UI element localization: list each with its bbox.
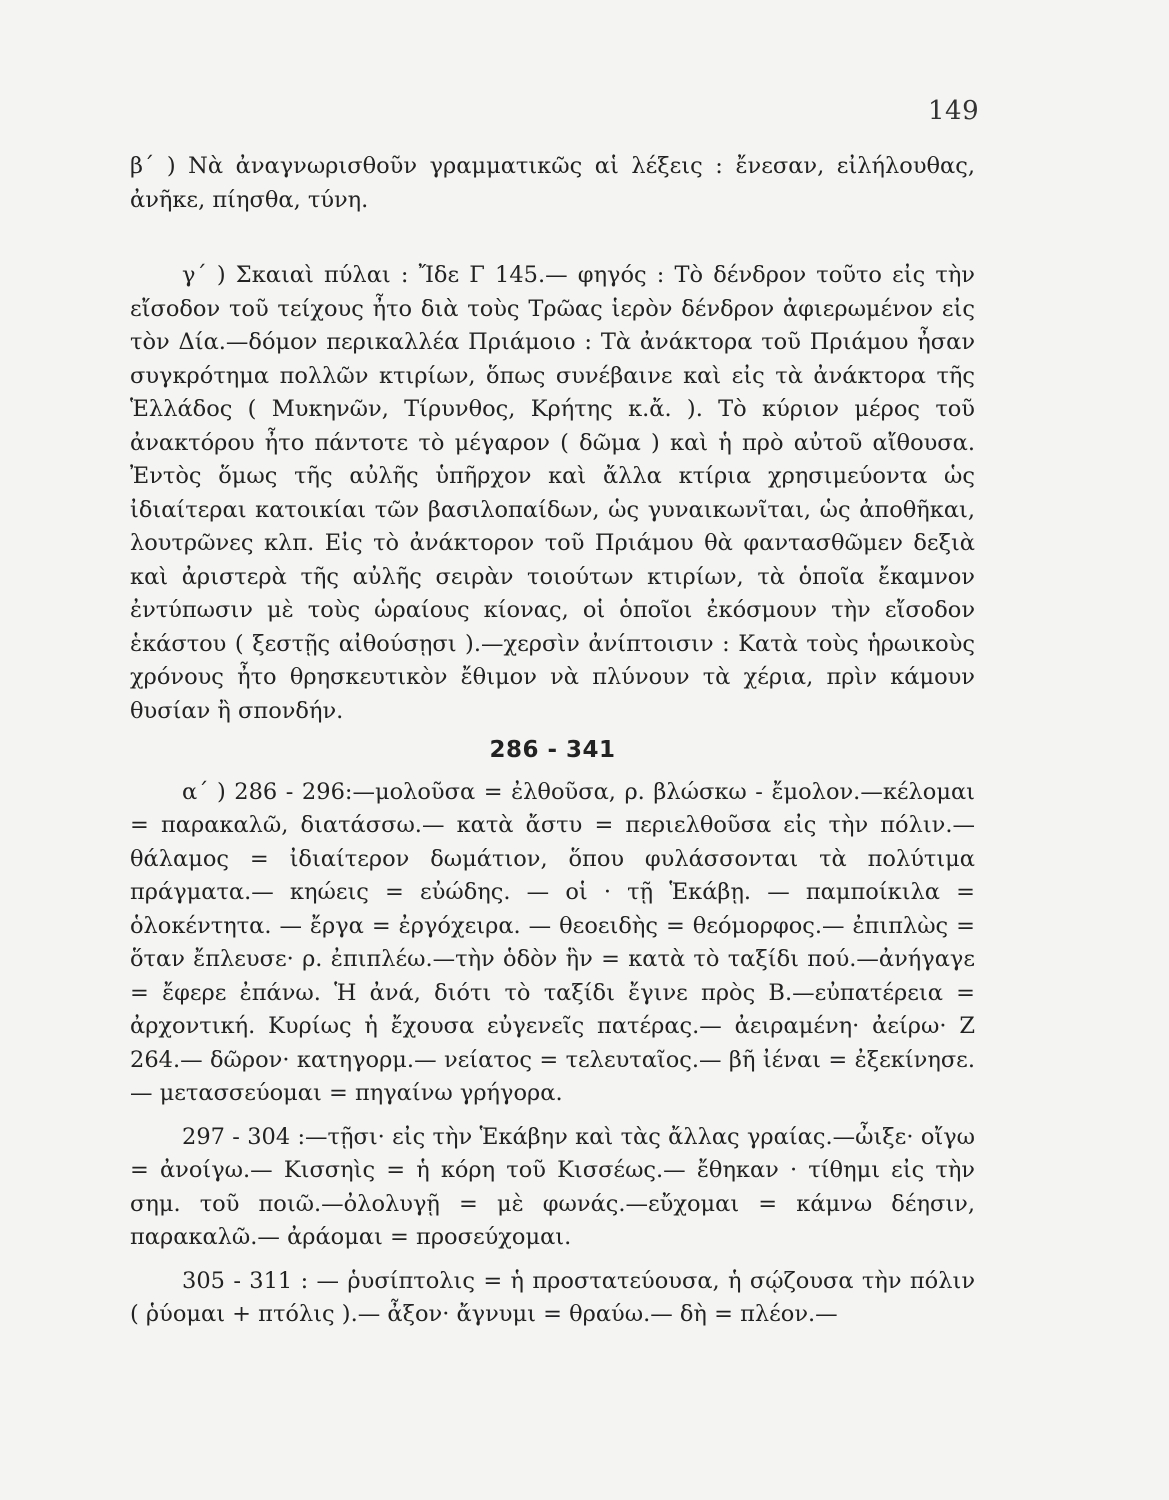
section-heading: 286 - 341 bbox=[489, 737, 616, 763]
spacer bbox=[130, 1255, 975, 1265]
paragraph-305-311: 305 - 311 : — ῥυσίπτολις = ἡ προστατεύουσα, ἡ σῴζουσα τὴν πόλιν ( ῥύομαι + πτόλις ).— ἆξον· ἄγνυμι = θραύω.— δὴ = πλέον.— bbox=[130, 1267, 975, 1327]
paragraph-gamma: γ΄ ) Σκαιαὶ πύλαι : Ἴδε Γ 145.— φηγός : Τὸ δένδρον τοῦτο εἰς τὴν εἴσοδον τοῦ τείχους ἦτο διὰ τοὺς Τρῶας ἱερὸν δένδρον ἀφιερωμένον εἰς τὸν Δία.—δόμον περικαλλέα Πριάμοιο : Τὰ ἀνάκτορα τοῦ Πριάμου ἦσαν συγκρότημα πολλῶν κτιρίων, ὅπως συνέβαινε καὶ εἰς τὰ ἀνάκτορα τῆς Ἑλλάδος ( Μυκηνῶν, Τίρυνθος, Κρήτης κ.ἄ. ). Τὸ κύριον μέρος τοῦ ἀνακτόρου ἦτο πάντοτε τὸ μέγαρον ( δῶμα ) καὶ ἡ πρὸ αὐτοῦ αἴθουσα. Ἐντὸς ὅμως τῆς αὐλῆς ὑπῆρχον καὶ ἄλλα κτίρια χρησιμεύοντα ὡς ἰδιαίτεραι κατοικίαι τῶν βασιλοπαίδων, ὡς γυναικωνῖται, ὡς ἀποθῆκαι, λουτρῶνες κλπ. Εἰς τὸ ἀνάκτορον τοῦ Πριάμου θὰ φαντασθῶμεν δεξιὰ καὶ ἀριστερὰ τῆς αὐλῆς σειρὰν τοιούτων κτιρίων, τὰ ὁποῖα ἔκαμνον ἐντύπωσιν μὲ τοὺς ὡραίους κίονας, οἱ ὁποῖοι ἐκόσμουν τὴν εἴσοδον ἑκάστου ( ξεστῇς αἰθούσῃσι ).—χερσὶν ἀνίπτοισιν : Κατὰ τοὺς ἡρωικοὺς χρόνους ἦτο θρησκευτικὸν ἔθιμον νὰ πλύνουν τὰ χέρια, πρὶν κάμουν θυσίαν ἢ σπονδήν. bbox=[130, 262, 975, 724]
spacer bbox=[130, 217, 975, 259]
body-text bbox=[130, 150, 975, 1332]
spacer bbox=[130, 1111, 975, 1121]
paragraph-297-304: 297 - 304 :—τῇσι· εἰς τὴν Ἑκάβην καὶ τὰς ἄλλας γραίας.—ὦιξε· οἴγω = ἀνοίγω.— Κισσηὶς = ἡ κόρη τοῦ Κισσέως.— ἔθηκαν · τίθημι εἰς τὴν σημ. τοῦ ποιῶ.—ὀλολυγῇ = μὲ φωνάς.—εὔχομαι = κάμνω δέησιν, παρακαλῶ.— ἀράομαι = προσεύχομαι. bbox=[130, 1123, 975, 1250]
page-number: 149 bbox=[928, 96, 980, 126]
paragraph-alpha: α΄ ) 286 - 296:—μολοῦσα = ἐλθοῦσα, ρ. βλώσκω - ἔμολον.—κέλομαι = παρακαλῶ, διατάσσω.— κατὰ ἄστυ = περιελθοῦσα εἰς τὴν πόλιν.—θάλαμος = ἰδιαίτερον δωμάτιον, ὅπου φυλάσσονται τὰ πολύτιμα πράγματα.— κηώεις = εὐώδης. — οἱ · τῇ Ἑκάβῃ. — παμποίκιλα = ὁλοκέντητα. — ἔργα = ἐργόχειρα. — θεοειδὴς = θεόμορφος.— ἐπιπλὼς = ὅταν ἔπλευσε· ρ. ἐπιπλέω.—τὴν ὁδὸν ἣν = κατὰ τὸ ταξίδι πού.—ἀνήγαγε = ἔφερε ἐπάνω. Ἡ ἀνά, διότι τὸ ταξίδι ἔγινε πρὸς Β.—εὐπατέρεια = ἀρχοντική. Κυρίως ἡ ἔχουσα εὐγενεῖς πατέρας.— ἀειραμένη· ἀείρω· Ζ 264.— δῶρον· κατηγορμ.— νείατος = τελευταῖος.— βῆ ἰέναι = ἐξεκίνησε.— μετασσεύομαι = πηγαίνω γρήγορα. bbox=[130, 778, 975, 1106]
paragraph-beta: β΄ ) Νὰ ἀναγνωρισθοῦν γραμματικῶς αἱ λέξεις : ἔνεσαν, εἰλήλουθας, ἀνῆκε, πίησθα, τύνη. bbox=[130, 153, 975, 213]
